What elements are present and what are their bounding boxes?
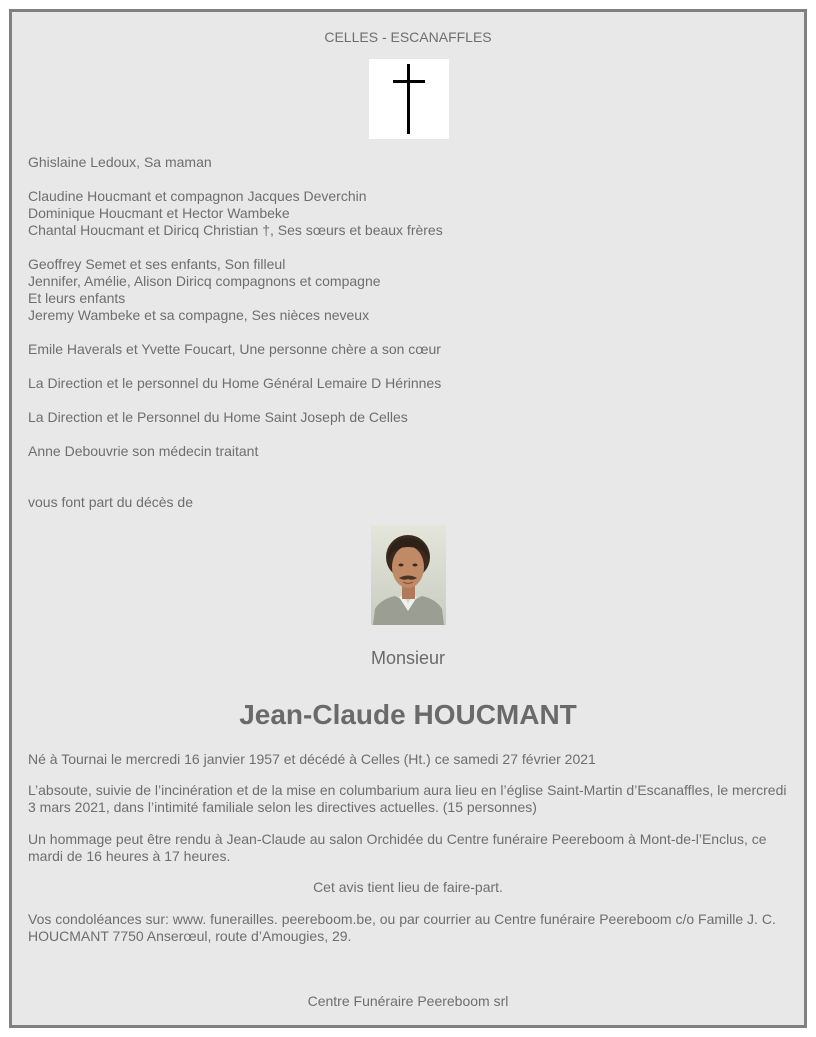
announcement-text (28, 494, 788, 511)
family-line: Ghislaine Ledoux, Sa maman (28, 154, 212, 170)
family-nephews (28, 256, 788, 324)
family-line: Chantal Houcmant et Diricq Christian †, Ses sœurs et beaux frères (28, 222, 443, 238)
condolences-text (28, 911, 788, 945)
detail-line: 7750 Anserœul, route d’Amougies, 29. (112, 928, 352, 944)
cross-vertical-bar (407, 64, 410, 134)
family-line: La Direction et le Personnel du Home Saint Joseph de Celles (28, 409, 408, 425)
latin-cross-icon (369, 59, 449, 139)
detail-line: ou par courrier au Centre funéraire Peereboom (379, 911, 672, 927)
detail-line: c/o Famille J. C. HOUCMANT (28, 911, 776, 944)
deceased-title: Monsieur (370, 648, 446, 668)
detail-line: ce mardi de 16 heures à 17 heures. (28, 831, 767, 864)
family-line: La Direction et le personnel du Home Général Lemaire D Hérinnes (28, 375, 442, 391)
family-line: Anne Debouvrie son médecin traitant (28, 443, 259, 459)
ceremony-text (28, 782, 788, 816)
family-line: Jeremy Wambeke et sa compagne, Ses nièces neveux (28, 307, 370, 323)
family-line: Claudine Houcmant et compagnon Jacques Deverchin (28, 188, 367, 204)
detail-line: Né à Tournai le mercredi 16 janvier 1957 et décédé à Celles (Ht.) ce samedi 27 février 2021 (28, 751, 596, 767)
family-line: Dominique Houcmant et Hector Wambeke (28, 205, 290, 221)
detail-line: mercredi 3 mars 2021, dans l’intimité familiale selon les directives actuelles. (15 personnes) (28, 782, 787, 815)
cross-horizontal-bar (393, 80, 425, 83)
family-line: Geoffrey Semet et ses enfants, Son filleul (28, 256, 286, 272)
family-home-1 (28, 375, 788, 392)
family-siblings (28, 188, 788, 239)
obituary-card (9, 9, 807, 1028)
funeral-home-footer: Centre Funéraire Peereboom srl (307, 993, 509, 1009)
detail-line: Un hommage peut être rendu à Jean-Claude au salon Orchidée du Centre funéraire Peereboom à Mont-de-l’Enclus, (28, 831, 748, 847)
family-line: Jennifer, Amélie, Alison Diricq compagnons et compagne (28, 273, 381, 289)
family-dear-person (28, 341, 788, 358)
deceased-name: Jean-Claude HOUCMANT (239, 699, 577, 730)
detail-line: Vos condoléances sur: www. funerailles. peereboom.be, (28, 911, 376, 927)
announcement-line: vous font part du décès de (28, 494, 193, 510)
notice-text: Cet avis tient lieu de faire-part. (313, 879, 503, 895)
family-doctor (28, 443, 788, 460)
family-line: Emile Haverals et Yvette Foucart, Une personne chère a son cœur (28, 341, 441, 357)
family-line: Et leurs enfants (28, 290, 126, 306)
portrait-photo (371, 525, 446, 625)
family-mother (28, 154, 788, 171)
family-home-2 (28, 409, 788, 426)
tribute-text (28, 831, 788, 865)
birth-death-text (28, 751, 788, 768)
detail-line: L’absoute, suivie de l’incinération et de la mise en columbarium aura lieu en l’église Saint-Martin d’Escanaffles, le (28, 782, 729, 798)
location-heading: CELLES - ESCANAFFLES (324, 29, 492, 45)
